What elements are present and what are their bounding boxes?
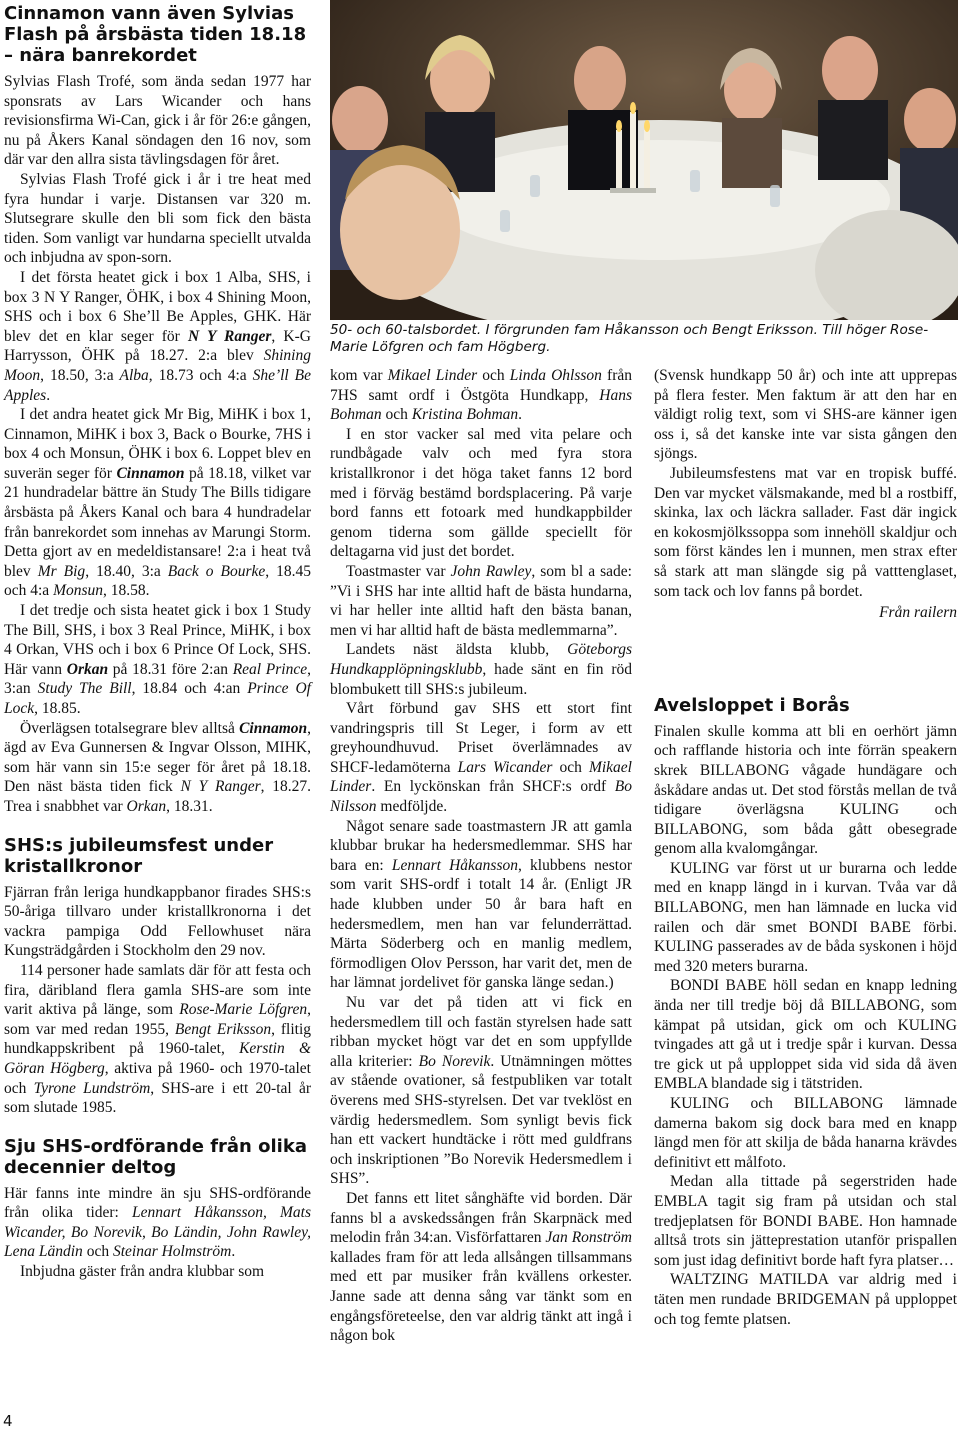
party-photo [330,0,958,320]
paragraph: I det första heatet gick i box 1 Alba, SHS, i box 3 N Y Ranger, ÖHK, i box 4 Shining Moon, SHS och i box 6 She’ll Be Apples, GHK. Här blev det en klar seger för N Y Ranger, K-G Harrysson, ÖHK på 18.27. 2:a blev Shining Moon, 18.50, 3:a Alba, 18.73 och 4:a She’ll Be Apples. [4,268,311,404]
page-number: 4 [3,1412,13,1430]
headline-avelsloppet: Avelsloppet i Borås [654,694,850,716]
paragraph: Vårt förbund gav SHS ett stort fint vandringspris till St Leger, i form av ett greyhoundhuvud. Priset överlämnades av SHCF-ledamöterna Lars Wicander och Mikael Linder. En lyckönskan från SHCF:s ordf Bo Nilsson medföljde. [330,700,632,816]
paragraph: Jubileumsfestens mat var en tropisk buffé. Den var mycket välsmakande, med bl a rostbiff, skinka, lax och läckra sallader. Fast där ingick en kokosmjölkssoppa som innehöll skaldjur och som först kändes len i munnen, men strax efter så stark att man slängde sig på vatttenglaset, som tack och lov fanns på bordet. [654,464,957,600]
paragraph: I det andra heatet gick Mr Big, MiHK i box 1, Cinnamon, MiHK i box 3, Back o Bourke, 7HS i box 4 och Monsun, ÖHK i box 6. Loppet blev en suverän seger för Cinnamon på 18.18, vilket var 21 hundradelar bättre än Study The Bills tidigare årsbästa på Åkers Kanal och bara 4 hundradelar från banrekordet som innehas av Marungi Storm. Detta gjort av en medeldistansare! 2:a i heat två blev Mr Big, 18.40, 3:a Back o Bourke, 18.45 och 4:a Monsun, 18.58. [4,406,312,600]
paragraph: Inbjudna gäster från andra klubbar som [20,1263,265,1281]
paragraph: Överlägsen totalsegrare blev alltså Cinnamon, ägd av Eva Gunnersen & Ingvar Olsson, MIHK, som här vann sin 15:e seger för året på 18.18. Den näst bästa tiden fick N Y Ranger, 18.27. Trea i snabbhet var Orkan, 18.31. [4,719,312,815]
paragraph: WALTZING MATILDA var aldrig med i täten men rundade BRIDGEMAN på upploppet och tog femte platsen. [654,1271,957,1328]
paragraph: Nu var det på tiden att vi fick en hedersmedlem till och fastän styrelsen hade satt ribban mycket högt var det en som uppfyllde alla kriterier: Bo Norevik. Utnämningen möttes av stående ovationer, så festpubliken var totalt överens med SHS-styrelsen. Det var tveklöst en värdig hedersmedlem. Som synligt bevis fick han ett vackert hundtäcke i rött med guldfrans och inskriptionen ”Bo Norevik Hedersmedlem i SHS”. [330,994,632,1188]
paragraph: Finalen skulle komma att bli en oerhört jämn och rafflande historia och inte förrän speakern skrek BILLABONG vågade hundägare och åskådare andas ut. Det stod förstås mellan de två tidigare överlägsna KULING och BILLABONG, som båda gått obesegrade genom alla kvalomgångar. [654,722,957,858]
paragraph: Sylvias Flash Trofé gick i år i tre heat med fyra hundar i varje. Distansen var 320 m. Slutsegrare skulle den bli som fick den bästa tiden. Som vanligt var hundarna speciellt utvalda och inbjudna av spon-sorn. [4,170,311,267]
photo-illustration [330,0,958,320]
paragraph: kom var Mikael Linder och Linda Ohlsson från 7HS samt ordf i Östgöta Hundkapp, Hans Bohman och Kristina Bohman. [330,367,633,424]
paragraph: I en stor vacker sal med vita pelare och rundbågade valv och med fyra stora kristallkronor i det höga taket fanns 12 bord med i förväg bestämd bordsplacering. På varje bord fanns ett fotoark med hundkappbilder genom tiderna som gällde speciellt för deltagarna vid just det bordet. [330,425,632,561]
paragraph: BONDI BABE höll sedan en knapp ledning ända ner till tredje böj då BILLABONG, som kämpat på utsidan, gick om och KULING tvingades att gå ut i tredje spår i kurvan. Dessa tre gick ut på upploppet sida vid sida då även EMBLA blandade sig i tätstriden. [654,977,957,1093]
paragraph: I det tredje och sista heatet gick i box 1 Study The Bill, SHS, i box 3 Real Prince, MiHK, i box 4 Orkan, VHS och i box 6 Prince Of Lock, SHS. Här vann Orkan på 18.31 före 2:an Real Prince, 3:an Study The Bill, 18.84 och 4:an Prince Of Lock, 18.85. [4,602,311,717]
paragraph: Landets näst äldsta klubb, Göteborgs Hundkapplöpningsklubb, hade sänt en fin röd blombukett till SHS:s jubileum. [330,641,632,698]
paragraph: Toastmaster var John Rawley, som bl a sade: ”Vi i SHS har inte alltid haft de bästa hundarna, vi har heller inte alltid haft den bästa banan, men vi har alltid haft de bästa medlemmarna”. [330,562,632,639]
paragraph: Fjärran från leriga hundkappbanor firades SHS:s 50-åriga tillvaro under kristallkronorna i det vackra pampiga Odd Fellowhuset nära Kungsträdgården i Stockholm den 29 nov. [4,883,311,960]
paragraph: (Svensk hundkapp 50 år) och inte att upprepas på flera fester. Men faktum är att den har en väldigt rolig text, som vi SHS-are känner igen oss i, så det kanske inte var sista gången den sjöngs. [654,367,957,463]
column-middle [330,366,632,1346]
byline: Från railern [879,604,957,622]
photo-caption: 50- och 60-talsbordet. I förgrunden fam Håkansson och Bengt Eriksson. Till höger Rose-Marie Löfgren och fam Högberg. [330,322,929,355]
paragraph: Medan alla tittade på segerstriden hade EMBLA tagit sig fram på utsidan och stal tredjeplatsen för BONDI BABE. Hon hamnade alltså trots sin jätteprestation utanför prispallen som just idag definitivt borde haft fyra platser… [654,1173,957,1269]
paragraph: 114 personer hade samlats där för att festa och fira, däribland flera gamla SHS-are som inte varit aktiva på länge, som Rose-Marie Löfgren, som var med redan 1955, Bengt Eriksson, flitig hundkappskribent på 1960-talet, Kerstin & Göran Högberg, aktiva på 1960- och 1970-talet och Tyrone Lundström, SHS-are i ett 20-tal år som slutade 1985. [4,961,312,1117]
paragraph: Det fanns ett litet sånghäfte vid borden. Där fanns bl a avskedssången från Skarpnäck med melodin från 34:an. Visförfattaren Jan Ronström kallades fram för att leda allsången tillsammans med ett par musiker från kvällens orkester. Janne sade att denna sång var tänkt som en engångsföreteelse, den var aldrig tänkt att ingå i någon bok [330,1189,632,1345]
headline-jubileumsfest: SHS:s jubileumsfest under kristallkronor [4,834,274,877]
paragraph: Här fanns inte mindre än sju SHS-ordförande från olika tider: Lennart Håkansson, Mats Wicander, Bo Norevik, Bo Ländin, John Rawley, Lena Ländin och Steinar Holmström. [4,1184,311,1261]
headline-cinnamon: Cinnamon vann även Sylvias Flash på årsbästa tiden 18.18 – nära banrekordet [4,3,307,66]
column-right [654,366,957,1329]
headline-ordforande: Sju SHS-ordförande från olika decennier deltog [4,1135,307,1178]
column-left [4,0,311,1282]
paragraph: KULING var först ut ur burarna och ledde med en knapp längd in i kurvan. Tvåa var då BILLABONG, men han lämnade en lucka vid railen och där smet BONDI BABE förbi. KULING passerades av de båda syskonen i höjd med 320 meters burarna. [654,859,957,975]
paragraph: Sylvias Flash Trofé, som ända sedan 1977 har sponsrats av Lars Wicander och hans revisionsfirma Wi-Can, gick i år för 26:e gången, nu på Åkers Kanal söndagen den 16 nov, som där var den allra sista tävlingsdagen för året. [4,73,311,169]
paragraph: KULING och BILLABONG lämnade damerna bakom sig dock bara med en knapp längd men för att skilja de båda hanarna krävdes definitivt ett målfoto. [654,1095,957,1171]
paragraph: Något senare sade toastmastern JR att gamla klubbar brukar ha hedersmedlemmar. SHS har bara en: Lennart Håkansson, klubbens nestor som varit SHS-ordf i totalt 14 år. (Enligt JR hade klubben under 50 år bara haft en hedersmedlem, men han var felunderrättad. Märta Söderberg och en manlig medlem, förmodligen Olov Persson, har varit det, men de har lämnat jordelivet för ganska länge sedan.) [330,817,633,992]
